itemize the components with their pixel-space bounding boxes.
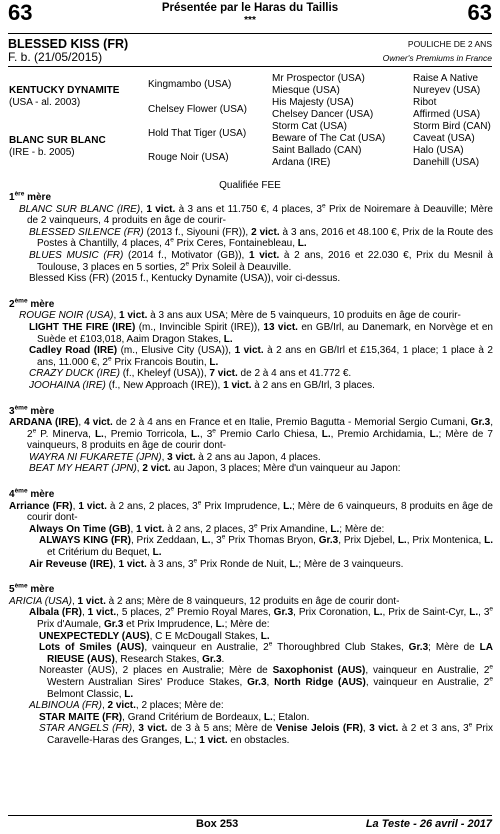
g2-1: Kingmambo (USA) xyxy=(148,79,232,90)
g2-4: Rouge Noir (USA) xyxy=(148,152,229,163)
g3-2: Miesque (USA) xyxy=(272,85,340,96)
section-4eme-mere: 4ème mère xyxy=(9,487,55,501)
g2-2: Chelsey Flower (USA) xyxy=(148,104,247,115)
family-line: Lots of Smiles (AUS), vainqueur en Australie, 2e Thoroughbred Club Stakes, Gr.3; Mère de LA RIEUSE (AUS), Research Stakes, Gr.3. xyxy=(39,640,493,665)
owner-premiums: Owner's Premiums in France xyxy=(382,53,492,63)
family-line: UNEXPECTEDLY (AUS), C E McDougall Stakes, L. xyxy=(39,630,270,642)
family-line: BLANC SUR BLANC (IRE), 1 vict. à 3 ans et 11.750 €, 4 places, 3e Prix de Noiremare à Deauville; Mère de 2 vainqueurs, 4 produits en âge de courir- xyxy=(19,202,493,227)
name-rule xyxy=(8,66,492,67)
g4-7: Halo (USA) xyxy=(413,145,464,156)
sex-age: POULICHE DE 2 ANS xyxy=(407,39,492,49)
dam-origin: (IRE - b. 2005) xyxy=(9,147,75,158)
family-line: Noreaster (AUS), 2 places en Australie; Mère de Saxophonist (AUS), vainqueur en Australie, 2e Western Australian Sires' Produce Stakes, Gr.3, North Ridge (AUS), vainqueur en Australie, 2e Belmont Classic, L. xyxy=(39,664,494,700)
family-line: Air Reveuse (IRE), 1 vict. à 3 ans, 3e Prix Ronde de Nuit, L.; Mère de 3 vainqueurs. xyxy=(29,557,404,570)
catalogue-header xyxy=(0,0,500,32)
family-line: Albala (FR), 1 vict., 5 places, 2e Premio Royal Mares, Gr.3, Prix Coronation, L., Prix de Saint-Cyr, L., 3e Prix d'Aumale, Gr.3 et Prix Imprudence, L.; Mère de: xyxy=(29,606,494,630)
g2-3: Hold That Tiger (USA) xyxy=(148,128,247,139)
dam-name: BLANC SUR BLANC xyxy=(9,135,106,146)
family-line: ALBINOUA (FR), 2 vict., 2 places; Mère de: xyxy=(29,700,224,712)
family-line: BEAT MY HEART (JPN), 2 vict. au Japon, 3 places; Mère d'un vainqueur au Japon: xyxy=(29,463,401,475)
section-3eme-mere: 3ème mère xyxy=(9,404,55,417)
g3-7: Saint Ballado (CAN) xyxy=(272,145,362,156)
g4-2: Nureyev (USA) xyxy=(413,85,481,96)
family-line: Blessed Kiss (FR) (2015 f., Kentucky Dynamite (USA)), voir ci-dessus. xyxy=(29,273,341,285)
section-2eme-mere: 2ème mère xyxy=(9,297,55,310)
g3-3: His Majesty (USA) xyxy=(272,97,354,108)
g4-5: Storm Bird (CAN) xyxy=(413,121,491,132)
g4-8: Danehill (USA) xyxy=(413,157,480,168)
section-5eme-mere: 5ème mère xyxy=(9,582,55,596)
family-line: Arriance (FR), 1 vict. à 2 ans, 2 places, 3e Prix Imprudence, L.; Mère de 6 vainqueurs, 8 produits en âge de courir dont- xyxy=(9,499,493,524)
g3-8: Ardana (IRE) xyxy=(272,157,331,168)
section-1ere-mere: 1ère mère xyxy=(9,190,52,203)
family-line: WAYRA NI FUKARETE (JPN), 3 vict. à 2 ans au Japon, 4 places. xyxy=(29,451,321,463)
header-rule xyxy=(8,33,492,34)
family-line: Cadley Road (IRE) (m., Elusive City (USA)), 1 vict. à 2 ans en GB/Irl et £15,364, 1 place; 1 place à 2 ans, 11.000 €, 2e Prix Francois Boutin, L. xyxy=(29,345,493,368)
presented-by: Présentée par le Haras du Taillis xyxy=(161,2,339,14)
g3-1: Mr Prospector (USA) xyxy=(272,73,365,84)
sire-origin: (USA - al. 2003) xyxy=(9,97,81,108)
family-line: ARDANA (IRE), 4 vict. de 2 à 4 ans en France et en Italie, Premio Bagutta - Memorial Sergio Cumani, Gr.3, 2e P. Minerva, L., Premio Torricola, L., 3e Premio Carlo Chiesa, L., Premio Archidamia, L.; Mère de 7 vainqueurs, 8 produits en âge de courir dont- xyxy=(9,417,494,452)
g3-6: Beware of The Cat (USA) xyxy=(272,133,386,144)
color-birth: F. b. (21/05/2015) xyxy=(8,50,103,64)
family-line: ARICIA (USA), 1 vict. à 2 ans; Mère de 8 vainqueurs, 12 produits en âge de courir dont- xyxy=(9,595,400,607)
stars: *** xyxy=(244,15,256,26)
box-number: Box 253 xyxy=(196,818,239,830)
lot-number-left: 63 xyxy=(8,0,33,25)
family-line: Always On Time (GB), 1 vict. à 2 ans, 2 places, 3e Prix Amandine, L.; Mère de: xyxy=(29,522,385,535)
family-line: STAR MAITE (FR), Grand Critérium de Bordeaux, L.; Etalon. xyxy=(39,711,310,723)
horse-name: BLESSED KISS (FR) xyxy=(8,37,129,51)
lot-number-right: 63 xyxy=(467,0,492,25)
family-line: BLUES MUSIC (FR) (2014 f., Motivator (GB)), 1 vict. à 2 ans, 2016 et 22.030 €, Prix du Mesnil à Toulouse, 3 places en 5 sorties, 2e Prix Soleil à Deauville. xyxy=(29,249,493,273)
g4-4: Affirmed (USA) xyxy=(413,109,481,120)
pedigree-table xyxy=(0,73,500,173)
g4-1: Raise A Native xyxy=(413,73,479,84)
g4-6: Caveat (USA) xyxy=(413,133,475,144)
family-line: STAR ANGELS (FR), 3 vict. de 3 à 5 ans; Mère de Venise Jelois (FR), 3 vict. à 2 et 3 ans, 3e Prix Caravelle-Haras des Granges, L.; 1 vict. en obstacles. xyxy=(39,722,493,746)
g3-5: Storm Cat (USA) xyxy=(272,121,348,132)
g3-4: Chelsey Dancer (USA) xyxy=(272,109,374,120)
family-line: CRAZY DUCK (IRE) (f., Kheleyf (USA)), 7 vict. de 2 à 4 ans et 41.772 €. xyxy=(29,368,352,380)
family-notes xyxy=(9,192,493,747)
family-line: ROUGE NOIR (USA), 1 vict. à 3 ans aux USA; Mère de 5 vainqueurs, 10 produits en âge de courir- xyxy=(19,310,461,322)
family-line: LIGHT THE FIRE (IRE) (m., Invincible Spirit (IRE)), 13 vict. en GB/Irl, au Danemark, en Norvège et en Suède et £103,018, Aaim Dragon Stakes, L. xyxy=(29,321,493,345)
family-line: ALWAYS KING (FR), Prix Zeddaan, L., 3e Prix Thomas Bryon, Gr.3, Prix Djebel, L., Prix Montenica, L. et Critérium du Bequet, L. xyxy=(39,534,493,559)
family-line: JOOHAINA (IRE) (f., New Approach (IRE)), 1 vict. à 2 ans en GB/Irl, 3 places. xyxy=(29,379,375,391)
g4-3: Ribot xyxy=(413,97,437,108)
qualification: Qualifiée FEE xyxy=(219,180,281,191)
sire-name: KENTUCKY DYNAMITE xyxy=(9,85,120,96)
sale-place-date: La Teste - 26 avril - 2017 xyxy=(365,818,492,830)
footer-rule xyxy=(8,815,492,816)
family-line: BLESSED SILENCE (FR) (2013 f., Siyouni (FR)), 2 vict. à 3 ans, 2016 et 48.100 €, Prix de la Route des Postes à Chantilly, 4 places, 4e Prix Ceres, Fontainebleau, L. xyxy=(29,226,493,250)
